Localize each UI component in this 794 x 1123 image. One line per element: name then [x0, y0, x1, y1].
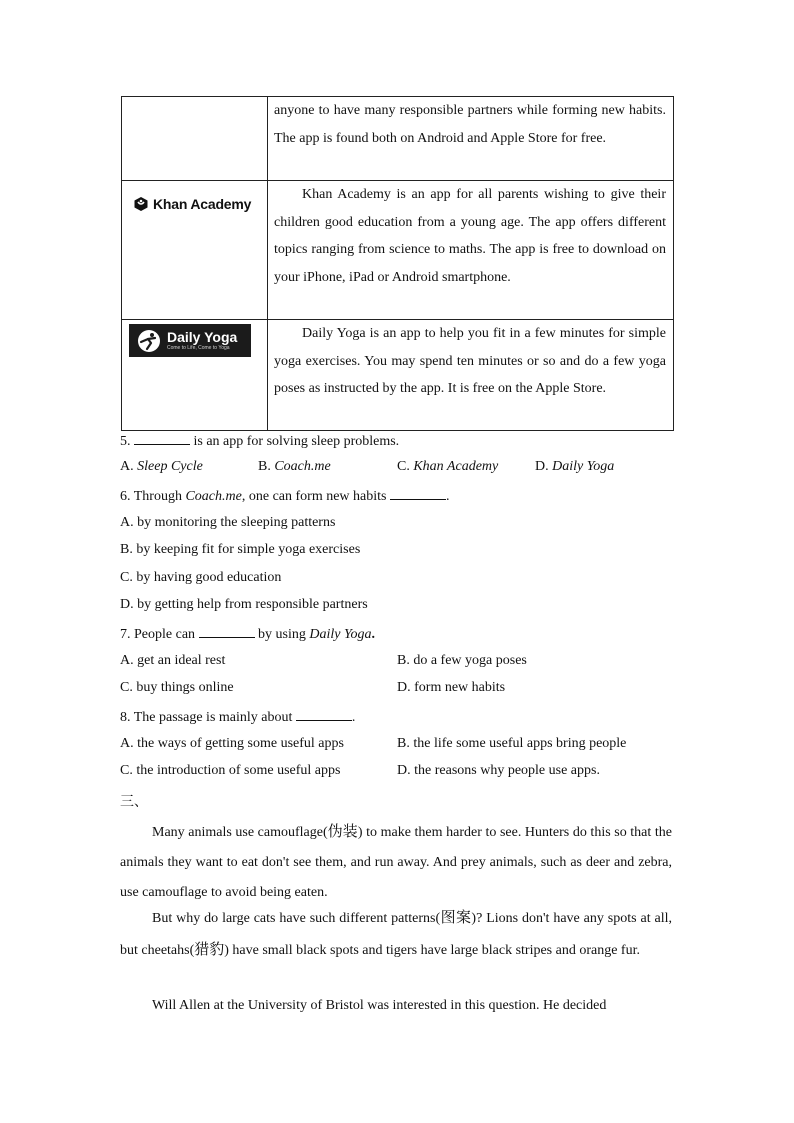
answer-blank: [134, 431, 190, 445]
option-letter: C.: [120, 763, 133, 778]
question-5: [120, 431, 399, 451]
paragraph-cjk-text: 图案: [440, 908, 472, 926]
paragraph-text: ) have small black spots and tigers have large black stripes and orange fur.: [224, 943, 640, 958]
question-number: 5.: [120, 434, 131, 449]
option-text: Daily Yoga: [552, 459, 615, 474]
question-stem-end: .: [445, 489, 450, 504]
option-text: the introduction of some useful apps: [136, 763, 341, 778]
logo-cell: [122, 320, 268, 431]
option-letter: A.: [120, 459, 134, 474]
question-stem: The passage is mainly about: [133, 710, 293, 725]
option-text: the life some useful apps bring people: [413, 736, 627, 751]
app-description: [268, 320, 674, 431]
option-letter: B.: [397, 736, 410, 751]
option-text: do a few yoga poses: [413, 653, 527, 668]
khan-academy-logo: [133, 193, 267, 215]
table-row: [122, 97, 674, 181]
option-text: the ways of getting some useful apps: [137, 736, 344, 751]
option-b: [397, 652, 527, 670]
option-c: [120, 762, 340, 780]
app-description: [268, 181, 674, 320]
question-stem-italic: Daily Yoga: [309, 627, 372, 642]
option-text: by having good education: [136, 570, 282, 585]
question-number: 7.: [120, 627, 131, 642]
question-stem: , one can form new habits: [241, 489, 387, 504]
question-stem-end: .: [351, 710, 356, 725]
passage-paragraph-1: [120, 816, 672, 908]
paragraph-text: Will Allen at the University of Bristol was interested in this question. He decided: [152, 998, 607, 1013]
option-letter: A.: [120, 515, 134, 530]
option-letter: D.: [397, 680, 411, 695]
question-stem-end: .: [371, 627, 375, 642]
khan-hexagon-icon: [133, 196, 149, 212]
passage-paragraph-3: [120, 991, 672, 1021]
option-c: [397, 458, 498, 476]
app-description-text: Khan Academy is an app for all parents wishing to give their children good education from a young age. The app offers different topics ranging from science to maths. The app is free to download on your iPhone, iPad or Android smartphone.: [274, 187, 666, 285]
option-text: Khan Academy: [413, 459, 499, 474]
question-stem: Through: [133, 489, 182, 504]
app-description-text: anyone to have many responsible partners while forming new habits. The app is found both on Android and Apple Store for free.: [274, 103, 666, 146]
logo-cell-empty: [122, 97, 268, 181]
question-stem-italic: Coach.me: [185, 489, 242, 504]
option-text: Coach.me: [274, 459, 331, 474]
table-row: [122, 320, 674, 431]
option-letter: B.: [258, 459, 271, 474]
option-letter: D.: [397, 763, 411, 778]
option-a: [120, 735, 344, 753]
option-text: get an ideal rest: [137, 653, 226, 668]
option-letter: A.: [120, 736, 134, 751]
khan-academy-logo-text: Khan Academy: [153, 196, 252, 212]
app-table: [121, 96, 674, 431]
yoga-figure-icon: [137, 329, 161, 353]
option-letter: A.: [120, 653, 134, 668]
option-a: [120, 514, 335, 532]
option-d: [397, 679, 505, 697]
option-c: [120, 569, 281, 587]
table-row: [122, 181, 674, 320]
option-b: [258, 458, 331, 476]
option-a: [120, 458, 203, 476]
daily-yoga-tagline: Come to Life, Come to Yoga: [167, 344, 230, 351]
option-text: form new habits: [414, 680, 506, 695]
option-c: [120, 679, 234, 697]
option-text: by keeping fit for simple yoga exercises: [136, 542, 361, 557]
option-d: [120, 596, 368, 614]
question-7: [120, 624, 375, 644]
question-number: 6.: [120, 489, 131, 504]
option-b: [397, 735, 626, 753]
answer-blank: [390, 486, 446, 500]
passage-paragraph-2: [120, 902, 672, 966]
option-text: the reasons why people use apps.: [414, 763, 600, 778]
app-description: [268, 97, 674, 181]
option-letter: D.: [535, 459, 549, 474]
daily-yoga-logo-text: Daily Yoga: [167, 328, 238, 345]
answer-blank: [199, 624, 255, 638]
option-d: [397, 762, 600, 780]
paragraph-cjk-text: 伪装: [327, 822, 358, 840]
paragraph-text: But why do large cats have such different patterns(: [152, 911, 441, 926]
logo-cell: [122, 181, 268, 320]
question-number: 8.: [120, 710, 131, 725]
option-letter: C.: [397, 459, 410, 474]
question-8: [120, 707, 355, 727]
paragraph-cjk-text: 猎豹: [194, 940, 225, 958]
option-letter: B.: [120, 542, 133, 557]
option-text: by monitoring the sleeping patterns: [137, 515, 336, 530]
option-letter: D.: [120, 597, 134, 612]
question-stem: is an app for solving sleep problems.: [193, 434, 400, 449]
option-d: [535, 458, 614, 476]
option-text: by getting help from responsible partners: [137, 597, 368, 612]
paragraph-text: Many animals use camouflage(: [152, 825, 328, 840]
option-text: Sleep Cycle: [137, 459, 203, 474]
option-a: [120, 652, 225, 670]
question-6: [120, 486, 449, 506]
daily-yoga-logo: [129, 324, 251, 357]
option-b: [120, 541, 360, 559]
option-letter: B.: [397, 653, 410, 668]
option-text: buy things online: [136, 680, 234, 695]
option-letter: C.: [120, 680, 133, 695]
option-letter: C.: [120, 570, 133, 585]
answer-blank: [296, 707, 352, 721]
question-stem: by using: [258, 627, 306, 642]
paragraph-text: )? Lions don't have any spots at all, but cheetahs(: [120, 911, 673, 958]
app-description-text: Daily Yoga is an app to help you fit in a few minutes for simple yoga exercises. You may spend ten minutes or so and do a few yoga poses as instructed by the app. It is free on the Apple Store.: [274, 326, 666, 397]
question-stem: People can: [134, 627, 196, 642]
paragraph-text: ) to make them harder to see. Hunters do this so that the animals they want to eat don't see them, and run away. And prey animals, such as deer and zebra, use camouflage to avoid being eaten.: [120, 825, 672, 900]
section-title: 三、: [120, 794, 148, 810]
